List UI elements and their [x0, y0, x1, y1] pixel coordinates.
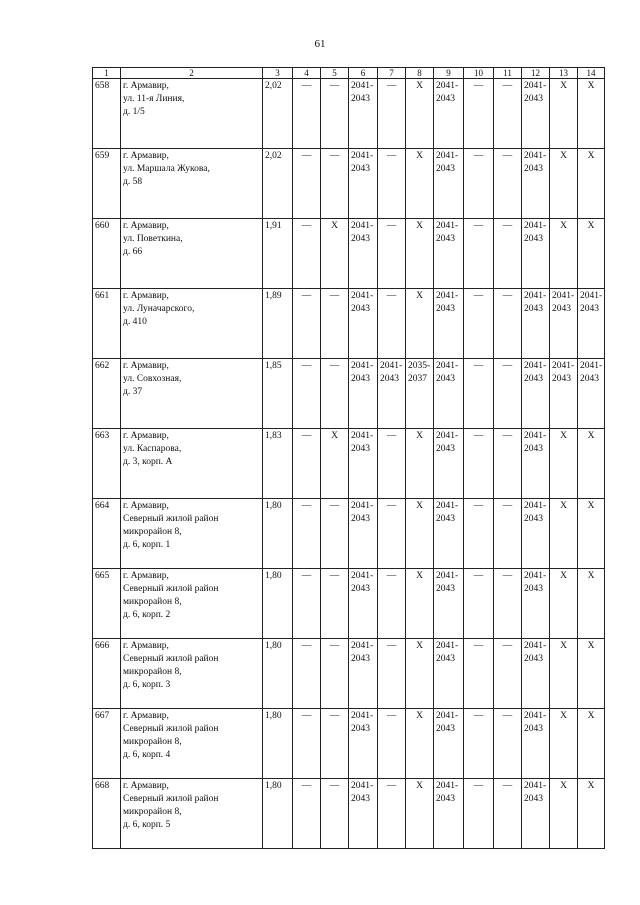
- cell-c14: X: [578, 569, 605, 639]
- cell-c14: X: [578, 219, 605, 289]
- cell-c9: 2041-2043: [434, 779, 464, 849]
- cell-c9: 2041-2043: [434, 149, 464, 219]
- cell-c6: 2041-2043: [349, 639, 378, 709]
- address-line: д. 3, корп. А: [123, 457, 173, 467]
- cell-c7: —: [378, 499, 406, 569]
- address-line: г. Армавир,: [123, 431, 169, 441]
- cell-c10: —: [464, 499, 494, 569]
- cell-c11: —: [494, 779, 522, 849]
- cell-c5: —: [321, 709, 349, 779]
- cell-c12: 2041-2043: [522, 499, 550, 569]
- table-row: [93, 709, 605, 779]
- cell-c4: —: [293, 569, 321, 639]
- cell-c12: 2041-2043: [522, 569, 550, 639]
- row-number: 658: [93, 79, 121, 149]
- cell-c10: —: [464, 429, 494, 499]
- cell-c8: X: [406, 639, 434, 709]
- address-line: ул. Совхозная,: [123, 374, 182, 384]
- cell-c13: X: [550, 569, 578, 639]
- cell-c11: —: [494, 79, 522, 149]
- cell-c5: —: [321, 359, 349, 429]
- address-line: ул. Луначарского,: [123, 304, 195, 314]
- page-number: 61: [314, 38, 326, 50]
- cell-c3: 1,80: [263, 709, 293, 779]
- cell-c13: X: [550, 149, 578, 219]
- address-cell: [121, 219, 263, 289]
- cell-c11: —: [494, 359, 522, 429]
- cell-c14: X: [578, 149, 605, 219]
- cell-c11: —: [494, 429, 522, 499]
- cell-c8: X: [406, 429, 434, 499]
- cell-c9: 2041-2043: [434, 289, 464, 359]
- cell-c6: 2041-2043: [349, 219, 378, 289]
- cell-c7: —: [378, 219, 406, 289]
- address-line: д. 66: [123, 247, 143, 257]
- row-number: 667: [93, 709, 121, 779]
- row-number: 668: [93, 779, 121, 849]
- address-line: д. 37: [123, 387, 143, 397]
- cell-c13: X: [550, 429, 578, 499]
- cell-c13: X: [550, 779, 578, 849]
- cell-c6: 2041-2043: [349, 149, 378, 219]
- cell-c7: —: [378, 709, 406, 779]
- cell-c10: —: [464, 569, 494, 639]
- address-line: Северный жилой район: [123, 724, 219, 734]
- cell-c6: 2041-2043: [349, 429, 378, 499]
- row-number: 666: [93, 639, 121, 709]
- cell-c3: 1,80: [263, 569, 293, 639]
- address-line: д. 58: [123, 177, 143, 187]
- row-number: 660: [93, 219, 121, 289]
- cell-c10: —: [464, 79, 494, 149]
- cell-c11: —: [494, 289, 522, 359]
- cell-c8: X: [406, 149, 434, 219]
- address-line: д. 6, корп. 3: [123, 680, 171, 690]
- cell-c3: 1,83: [263, 429, 293, 499]
- cell-c6: 2041-2043: [349, 359, 378, 429]
- cell-c7: —: [378, 569, 406, 639]
- cell-c10: —: [464, 359, 494, 429]
- cell-c5: —: [321, 639, 349, 709]
- cell-c12: 2041-2043: [522, 359, 550, 429]
- cell-c13: 2041-2043: [550, 289, 578, 359]
- column-header: 7: [378, 68, 406, 79]
- address-cell: [121, 639, 263, 709]
- cell-c3: 1,91: [263, 219, 293, 289]
- address-line: ул. Маршала Жукова,: [123, 164, 210, 174]
- column-numbers-row: [93, 68, 605, 79]
- address-line: микрорайон 8,: [123, 737, 182, 747]
- cell-c12: 2041-2043: [522, 219, 550, 289]
- cell-c5: X: [321, 429, 349, 499]
- cell-c9: 2041-2043: [434, 219, 464, 289]
- cell-c14: 2041-2043: [578, 359, 605, 429]
- address-line: д. 6, корп. 2: [123, 610, 171, 620]
- cell-c13: X: [550, 499, 578, 569]
- column-header: 11: [494, 68, 522, 79]
- address-line: ул. Поветкина,: [123, 234, 183, 244]
- cell-c5: —: [321, 779, 349, 849]
- register-table: [92, 67, 605, 849]
- cell-c3: 1,85: [263, 359, 293, 429]
- cell-c13: X: [550, 219, 578, 289]
- address-line: г. Армавир,: [123, 571, 169, 581]
- cell-c12: 2041-2043: [522, 79, 550, 149]
- cell-c6: 2041-2043: [349, 779, 378, 849]
- cell-c4: —: [293, 219, 321, 289]
- cell-c12: 2041-2043: [522, 289, 550, 359]
- address-cell: [121, 499, 263, 569]
- cell-c8: X: [406, 289, 434, 359]
- cell-c8: X: [406, 779, 434, 849]
- table-row: [93, 779, 605, 849]
- cell-c4: —: [293, 289, 321, 359]
- column-header: 6: [349, 68, 378, 79]
- cell-c3: 2,02: [263, 79, 293, 149]
- cell-c5: —: [321, 499, 349, 569]
- cell-c11: —: [494, 639, 522, 709]
- cell-c5: X: [321, 219, 349, 289]
- cell-c14: X: [578, 79, 605, 149]
- cell-c11: —: [494, 499, 522, 569]
- cell-c6: 2041-2043: [349, 499, 378, 569]
- cell-c11: —: [494, 709, 522, 779]
- table-row: [93, 639, 605, 709]
- cell-c6: 2041-2043: [349, 569, 378, 639]
- cell-c10: —: [464, 219, 494, 289]
- cell-c10: —: [464, 289, 494, 359]
- address-line: Северный жилой район: [123, 794, 219, 804]
- cell-c5: —: [321, 79, 349, 149]
- address-line: ул. 11-я Линия,: [123, 94, 185, 104]
- row-number: 664: [93, 499, 121, 569]
- cell-c9: 2041-2043: [434, 499, 464, 569]
- cell-c10: —: [464, 149, 494, 219]
- cell-c4: —: [293, 779, 321, 849]
- row-number: 661: [93, 289, 121, 359]
- cell-c8: X: [406, 709, 434, 779]
- table-row: [93, 359, 605, 429]
- cell-c9: 2041-2043: [434, 639, 464, 709]
- cell-c14: X: [578, 499, 605, 569]
- cell-c12: 2041-2043: [522, 779, 550, 849]
- address-cell: [121, 359, 263, 429]
- cell-c9: 2041-2043: [434, 79, 464, 149]
- cell-c14: X: [578, 639, 605, 709]
- table-row: [93, 569, 605, 639]
- table-row: [93, 149, 605, 219]
- cell-c3: 1,80: [263, 779, 293, 849]
- cell-c10: —: [464, 779, 494, 849]
- address-line: д. 1/5: [123, 107, 145, 117]
- address-line: г. Армавир,: [123, 501, 169, 511]
- column-header: 14: [578, 68, 605, 79]
- cell-c4: —: [293, 639, 321, 709]
- column-header: 12: [522, 68, 550, 79]
- cell-c13: X: [550, 639, 578, 709]
- row-number: 662: [93, 359, 121, 429]
- cell-c7: —: [378, 639, 406, 709]
- address-line: г. Армавир,: [123, 151, 169, 161]
- cell-c7: —: [378, 429, 406, 499]
- address-line: микрорайон 8,: [123, 597, 182, 607]
- address-cell: [121, 289, 263, 359]
- cell-c4: —: [293, 499, 321, 569]
- cell-c9: 2041-2043: [434, 429, 464, 499]
- cell-c7: —: [378, 79, 406, 149]
- cell-c4: —: [293, 709, 321, 779]
- cell-c8: X: [406, 219, 434, 289]
- cell-c5: —: [321, 569, 349, 639]
- cell-c8: X: [406, 79, 434, 149]
- cell-c14: X: [578, 779, 605, 849]
- cell-c11: —: [494, 569, 522, 639]
- cell-c12: 2041-2043: [522, 709, 550, 779]
- table-row: [93, 429, 605, 499]
- address-cell: [121, 79, 263, 149]
- cell-c7: —: [378, 149, 406, 219]
- column-header: 10: [464, 68, 494, 79]
- table-row: [93, 499, 605, 569]
- address-line: Северный жилой район: [123, 584, 219, 594]
- address-line: д. 410: [123, 317, 147, 327]
- cell-c3: 1,89: [263, 289, 293, 359]
- address-cell: [121, 569, 263, 639]
- cell-c3: 1,80: [263, 499, 293, 569]
- cell-c11: —: [494, 149, 522, 219]
- address-cell: [121, 429, 263, 499]
- column-header: 13: [550, 68, 578, 79]
- column-header: 9: [434, 68, 464, 79]
- cell-c7: 2041-2043: [378, 359, 406, 429]
- address-line: микрорайон 8,: [123, 667, 182, 677]
- address-line: ул. Каспарова,: [123, 444, 182, 454]
- address-line: д. 6, корп. 5: [123, 820, 171, 830]
- column-header: 5: [321, 68, 349, 79]
- cell-c6: 2041-2043: [349, 79, 378, 149]
- row-number: 659: [93, 149, 121, 219]
- column-header: 8: [406, 68, 434, 79]
- cell-c7: —: [378, 779, 406, 849]
- table-row: [93, 219, 605, 289]
- address-line: микрорайон 8,: [123, 807, 182, 817]
- cell-c8: X: [406, 569, 434, 639]
- cell-c9: 2041-2043: [434, 359, 464, 429]
- row-number: 665: [93, 569, 121, 639]
- address-line: Северный жилой район: [123, 654, 219, 664]
- column-header: 3: [263, 68, 293, 79]
- cell-c14: 2041-2043: [578, 289, 605, 359]
- cell-c10: —: [464, 709, 494, 779]
- cell-c4: —: [293, 149, 321, 219]
- address-cell: [121, 149, 263, 219]
- address-line: г. Армавир,: [123, 781, 169, 791]
- table-row: [93, 289, 605, 359]
- cell-c5: —: [321, 289, 349, 359]
- cell-c14: X: [578, 429, 605, 499]
- cell-c4: —: [293, 359, 321, 429]
- address-line: г. Армавир,: [123, 221, 169, 231]
- column-header: 4: [293, 68, 321, 79]
- cell-c6: 2041-2043: [349, 709, 378, 779]
- cell-c4: —: [293, 79, 321, 149]
- cell-c12: 2041-2043: [522, 429, 550, 499]
- cell-c10: —: [464, 639, 494, 709]
- column-header: 2: [121, 68, 263, 79]
- address-line: микрорайон 8,: [123, 527, 182, 537]
- cell-c6: 2041-2043: [349, 289, 378, 359]
- cell-c12: 2041-2043: [522, 149, 550, 219]
- cell-c13: 2041-2043: [550, 359, 578, 429]
- address-line: д. 6, корп. 1: [123, 540, 171, 550]
- address-line: Северный жилой район: [123, 514, 219, 524]
- cell-c9: 2041-2043: [434, 569, 464, 639]
- cell-c5: —: [321, 149, 349, 219]
- cell-c3: 2,02: [263, 149, 293, 219]
- address-line: г. Армавир,: [123, 361, 169, 371]
- address-line: г. Армавир,: [123, 711, 169, 721]
- cell-c9: 2041-2043: [434, 709, 464, 779]
- address-line: г. Армавир,: [123, 291, 169, 301]
- address-line: д. 6, корп. 4: [123, 750, 171, 760]
- cell-c8: X: [406, 499, 434, 569]
- cell-c14: X: [578, 709, 605, 779]
- row-number: 663: [93, 429, 121, 499]
- cell-c11: —: [494, 219, 522, 289]
- cell-c12: 2041-2043: [522, 639, 550, 709]
- cell-c13: X: [550, 709, 578, 779]
- address-cell: [121, 779, 263, 849]
- cell-c8: 2035-2037: [406, 359, 434, 429]
- address-line: г. Армавир,: [123, 641, 169, 651]
- column-header: 1: [93, 68, 121, 79]
- cell-c4: —: [293, 429, 321, 499]
- cell-c7: —: [378, 289, 406, 359]
- table-row: [93, 79, 605, 149]
- address-cell: [121, 709, 263, 779]
- cell-c13: X: [550, 79, 578, 149]
- cell-c3: 1,80: [263, 639, 293, 709]
- address-line: г. Армавир,: [123, 81, 169, 91]
